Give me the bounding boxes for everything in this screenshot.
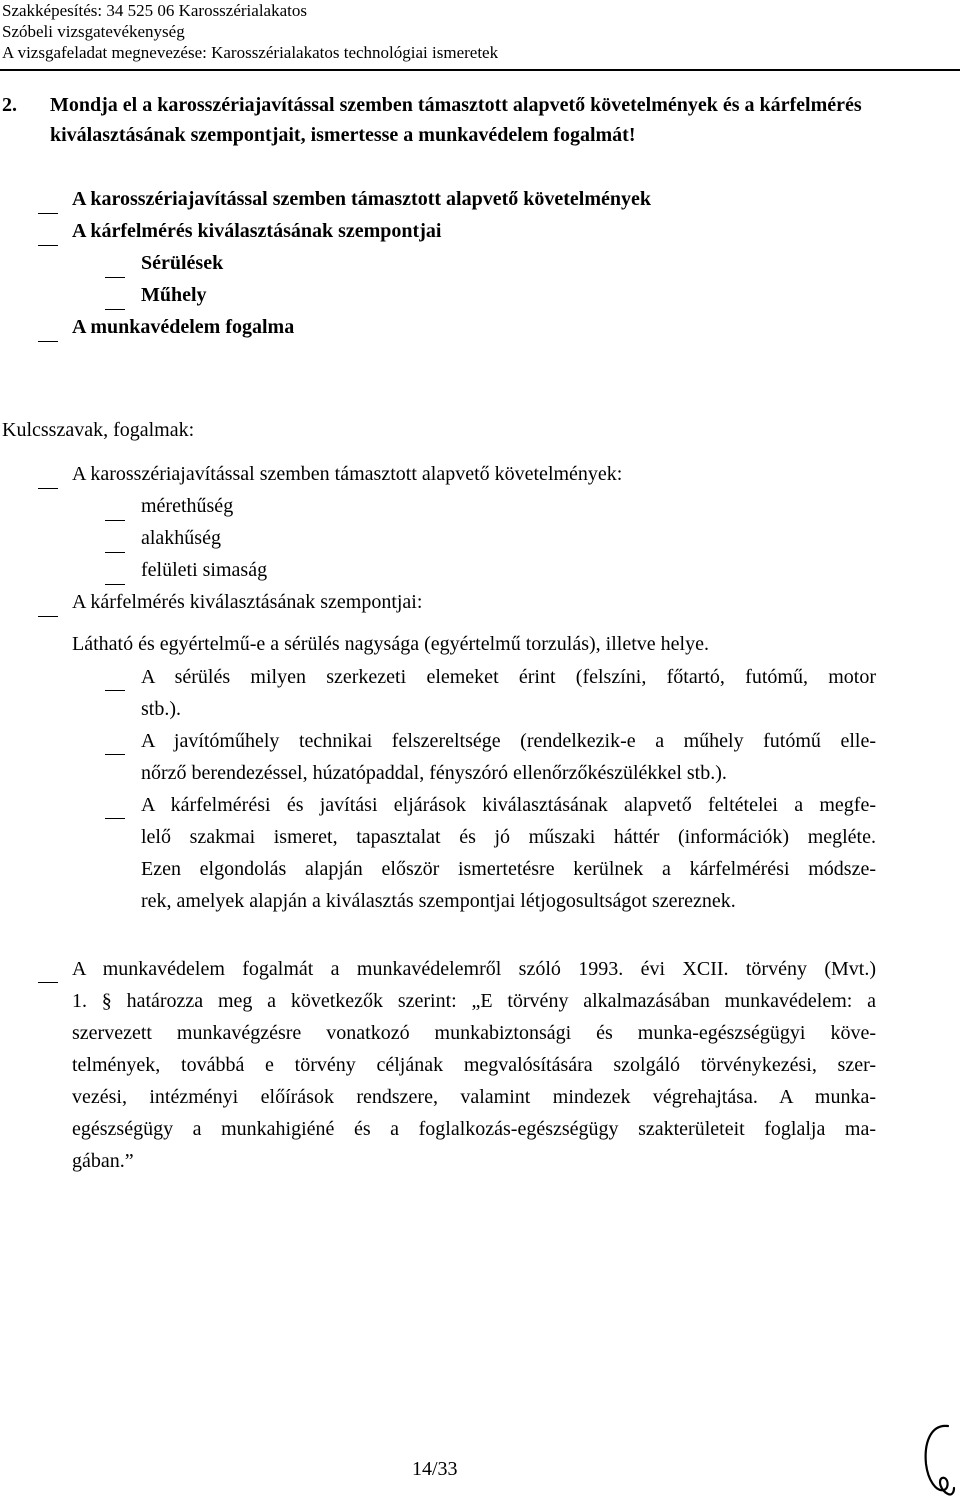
text-line: rek, amelyek alapján a kiválasztás szempontjai létjogosultságot szereznek. bbox=[141, 890, 736, 912]
bullet-dash bbox=[105, 277, 125, 278]
outline-subitem-workshop: Műhely bbox=[141, 284, 207, 306]
text-line: A kárfelmérési és javítási eljárások kiválasztásának alapvető feltételei a megfe- bbox=[141, 794, 876, 816]
bullet-dash bbox=[105, 520, 125, 521]
bullet-dash bbox=[38, 616, 58, 617]
requirement-dimension: mérethűség bbox=[141, 495, 234, 517]
document-header bbox=[2, 0, 498, 63]
text-line: vezési, intézményi előírások rendszere, valamint mindezek végrehajtása. A munka- bbox=[72, 1086, 876, 1108]
question-text: Mondja el a karosszériajavítással szemben támasztott alapvető követelmények és a kárfelmérés kiválasztásának szempontjait, ismertesse a munkavédelem fogalmát! bbox=[50, 94, 862, 146]
bullet-dash bbox=[38, 245, 58, 246]
text-line: lelő szakmai ismeret, tapasztalat és jó műszaki háttér (információk) megléte. bbox=[141, 826, 876, 848]
text-line: telmények, továbbá e törvény céljának megvalósítására szolgáló törvénykezési, szer- bbox=[72, 1054, 876, 1076]
text-line: gában.” bbox=[72, 1150, 134, 1172]
text-line: szervezett munkavégzésre vonatkozó munkabiztonsági és munka-egészségügyi köve- bbox=[72, 1022, 876, 1044]
outline-item-assessment: A kárfelmérés kiválasztásának szempontjai bbox=[72, 220, 442, 242]
header-task-name: A vizsgafeladat megnevezése: Karosszérialakatos technológiai ismeretek bbox=[2, 43, 499, 62]
header-qualification: Szakképesítés: 34 525 06 Karosszérialakatos bbox=[2, 1, 307, 20]
requirements-title: A karosszériajavítással szemben támasztott alapvető követelmények: bbox=[72, 463, 623, 485]
bullet-dash bbox=[105, 309, 125, 310]
header-divider bbox=[0, 69, 960, 71]
keywords-heading: Kulcsszavak, fogalmak: bbox=[2, 419, 195, 441]
criteria-item-conditions bbox=[141, 789, 876, 917]
text-line: nőrző berendezéssel, húzatópaddal, fényszóró ellenőrzőkészülékkel stb.). bbox=[141, 762, 727, 784]
requirement-shape: alakhűség bbox=[141, 527, 221, 549]
text-line: 1. § határozza meg a következők szerint: „E törvény alkalmazásában munkavédelem: a bbox=[72, 990, 876, 1012]
text-line: A javítóműhely technikai felszereltsége (rendelkezik-e a műhely futómű elle- bbox=[141, 730, 876, 752]
safety-definition bbox=[72, 953, 876, 1177]
criteria-item-equipment bbox=[141, 725, 876, 789]
requirement-surface: felületi simaság bbox=[141, 559, 268, 581]
text-line: Ezen elgondolás alapján először ismertetésre kerülnek a kárfelmérési módsze- bbox=[141, 858, 876, 880]
bullet-dash bbox=[105, 754, 125, 755]
header-exam-activity: Szóbeli vizsgatevékenység bbox=[2, 22, 185, 41]
question-number: 2. bbox=[2, 94, 17, 116]
bullet-dash bbox=[105, 690, 125, 691]
bullet-dash bbox=[105, 552, 125, 553]
bullet-dash bbox=[105, 584, 125, 585]
outline-item-safety: A munkavédelem fogalma bbox=[72, 316, 295, 338]
bullet-dash bbox=[38, 341, 58, 342]
outline-item-requirements: A karosszériajavítással szemben támasztott alapvető követelmények bbox=[72, 188, 651, 210]
bullet-dash bbox=[38, 982, 58, 983]
criteria-intro: Látható és egyértelmű-e a sérülés nagysága (egyértelmű torzulás), illetve helye. bbox=[72, 633, 709, 655]
text-line: egészségügy a munkahigiéné és a foglalkozás-egészségügy szakterületeit foglalja ma- bbox=[72, 1118, 876, 1140]
bullet-dash bbox=[38, 213, 58, 214]
bullet-dash bbox=[38, 488, 58, 489]
text-line: A sérülés milyen szerkezeti elemeket érint (felszíni, főtartó, futómű, motor bbox=[141, 666, 876, 688]
outline-subitem-damages: Sérülések bbox=[141, 252, 224, 274]
page-number: 14/33 bbox=[412, 1458, 458, 1480]
text-line: stb.). bbox=[141, 698, 181, 720]
text-line: A munkavédelem fogalmát a munkavédelemről szóló 1993. évi XCII. törvény (Mvt.) bbox=[72, 958, 876, 980]
signature-mark bbox=[918, 1420, 958, 1500]
criteria-item-structure bbox=[141, 661, 876, 725]
criteria-title: A kárfelmérés kiválasztásának szempontjai: bbox=[72, 591, 423, 613]
bullet-dash bbox=[105, 818, 125, 819]
